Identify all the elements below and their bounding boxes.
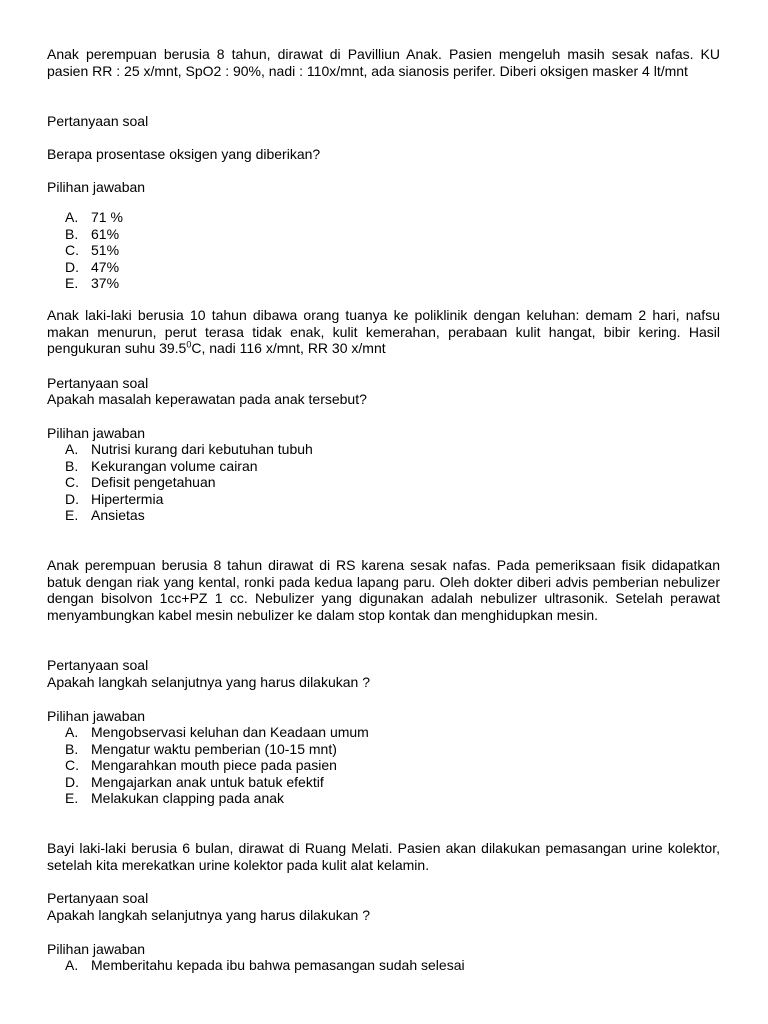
q2-option-c bbox=[47, 474, 313, 491]
q1-pertanyaan-label: Pertanyaan soal bbox=[47, 113, 149, 129]
option-letter: A. bbox=[65, 957, 79, 973]
q3-option-e bbox=[47, 790, 369, 807]
q3-question: Apakah langkah selanjutnya yang harus dilakukan ? bbox=[47, 674, 371, 690]
option-letter: D. bbox=[65, 490, 79, 507]
option-text: 37% bbox=[91, 275, 120, 292]
q4-option-a bbox=[47, 957, 465, 974]
option-text: Memberitahu kepada ibu bahwa pemasangan sudah selesai bbox=[91, 957, 465, 973]
q2-options bbox=[47, 441, 313, 524]
q2-option-e bbox=[47, 507, 313, 524]
option-text: Mengajarkan anak untuk batuk efektif bbox=[91, 773, 324, 790]
q1-option-b bbox=[47, 226, 123, 243]
option-text: 61% bbox=[91, 225, 120, 242]
option-text: Defisit pengetahuan bbox=[91, 474, 216, 491]
option-text: Ansietas bbox=[91, 507, 145, 524]
option-text: Melakukan clapping pada anak bbox=[91, 790, 285, 807]
option-letter: E. bbox=[65, 790, 79, 807]
option-text: Kekurangan volume cairan bbox=[91, 457, 258, 474]
q4-question: Apakah langkah selanjutnya yang harus dilakukan ? bbox=[47, 907, 371, 923]
option-letter: D. bbox=[65, 773, 79, 790]
q3-pertanyaan-label: Pertanyaan soal bbox=[47, 657, 149, 673]
q1-option-c bbox=[47, 242, 123, 259]
q3-options bbox=[47, 724, 369, 807]
option-letter: B. bbox=[65, 457, 79, 474]
q2-option-a bbox=[47, 441, 313, 458]
q1-pilihan-label: Pilihan jawaban bbox=[47, 179, 146, 195]
q1-stem: Anak perempuan berusia 8 tahun, dirawat di Pavilliun Anak. Pasien mengeluh masih sesak nafas. KU pasien RR : 25 x/mnt, SpO2 : 90%, nadi : 110x/mnt, ada sianosis perifer. Diberi oksigen masker 4 lt/mnt bbox=[47, 46, 720, 79]
option-text: 51% bbox=[91, 242, 120, 259]
q2-stem: Anak laki-laki berusia 10 tahun dibawa orang tuanya ke poliklinik dengan keluhan: demam 2 hari, nafsu makan menurun, perut terasa tidak enak, kulit kemerahan, perabaan kulit hangat, bibir kering. Hasil pengukuran suhu 39.5$^0$C, nadi 116 x/mnt, RR 30 x/mnt bbox=[47, 307, 720, 357]
q1-option-e bbox=[47, 275, 123, 292]
option-letter: A. bbox=[65, 441, 79, 457]
option-text: Mengobservasi keluhan dan Keadaan umum bbox=[91, 724, 369, 740]
option-letter: D. bbox=[65, 258, 79, 275]
degree-superscript: 0 bbox=[186, 339, 192, 350]
q2-pertanyaan-label: Pertanyaan soal bbox=[47, 375, 149, 391]
option-letter: A. bbox=[65, 724, 79, 740]
option-letter: C. bbox=[65, 757, 79, 774]
q3-option-d bbox=[47, 774, 369, 791]
q2-pilihan-label: Pilihan jawaban bbox=[47, 425, 146, 441]
option-text: 47% bbox=[91, 258, 120, 275]
q4-stem: Bayi laki-laki berusia 6 bulan, dirawat di Ruang Melati. Pasien akan dilakukan pemasangan urine kolektor, setelah kita merekatkan urine kolektor pada kulit alat kelamin. bbox=[47, 840, 720, 873]
q1-options bbox=[47, 209, 123, 292]
q3-option-c bbox=[47, 757, 369, 774]
option-letter: B. bbox=[65, 740, 79, 757]
q2-question: Apakah masalah keperawatan pada anak tersebut? bbox=[47, 391, 367, 407]
q1-option-a bbox=[47, 209, 123, 226]
q3-stem: Anak perempuan berusia 8 tahun dirawat di RS karena sesak nafas. Pada pemeriksaan fisik didapatkan batuk dengan riak yang kental, ronki pada kedua lapang paru. Oleh dokter diberi advis pemberian nebulizer dengan bisolvon 1cc+PZ 1 cc. Nebulizer yang digunakan adalah nebulizer ultrasonik. Setelah perawat menyambungkan kabel mesin nebulizer ke dalam stop kontak dan menghidupkan mesin. bbox=[47, 557, 720, 623]
option-letter: E. bbox=[65, 507, 79, 524]
q4-pertanyaan-label: Pertanyaan soal bbox=[47, 890, 149, 906]
q2-option-b bbox=[47, 458, 313, 475]
q1-question: Berapa prosentase oksigen yang diberikan? bbox=[47, 146, 321, 162]
option-text: Nutrisi kurang dari kebutuhan tubuh bbox=[91, 441, 313, 457]
q4-pilihan-label: Pilihan jawaban bbox=[47, 941, 146, 957]
option-letter: B. bbox=[65, 225, 79, 242]
option-letter: C. bbox=[65, 474, 79, 491]
q1-option-d bbox=[47, 259, 123, 276]
option-text: Mengatur waktu pemberian (10-15 mnt) bbox=[91, 740, 337, 757]
option-letter: C. bbox=[65, 242, 79, 259]
q4-options bbox=[47, 957, 465, 974]
option-text: Mengarahkan mouth piece pada pasien bbox=[91, 757, 337, 774]
q2-option-d bbox=[47, 491, 313, 508]
option-text: Hipertermia bbox=[91, 490, 164, 507]
q3-option-a bbox=[47, 724, 369, 741]
option-letter: E. bbox=[65, 275, 79, 292]
q3-pilihan-label: Pilihan jawaban bbox=[47, 708, 146, 724]
option-letter: A. bbox=[65, 209, 79, 225]
q3-option-b bbox=[47, 741, 369, 758]
option-text: 71 % bbox=[91, 209, 123, 225]
